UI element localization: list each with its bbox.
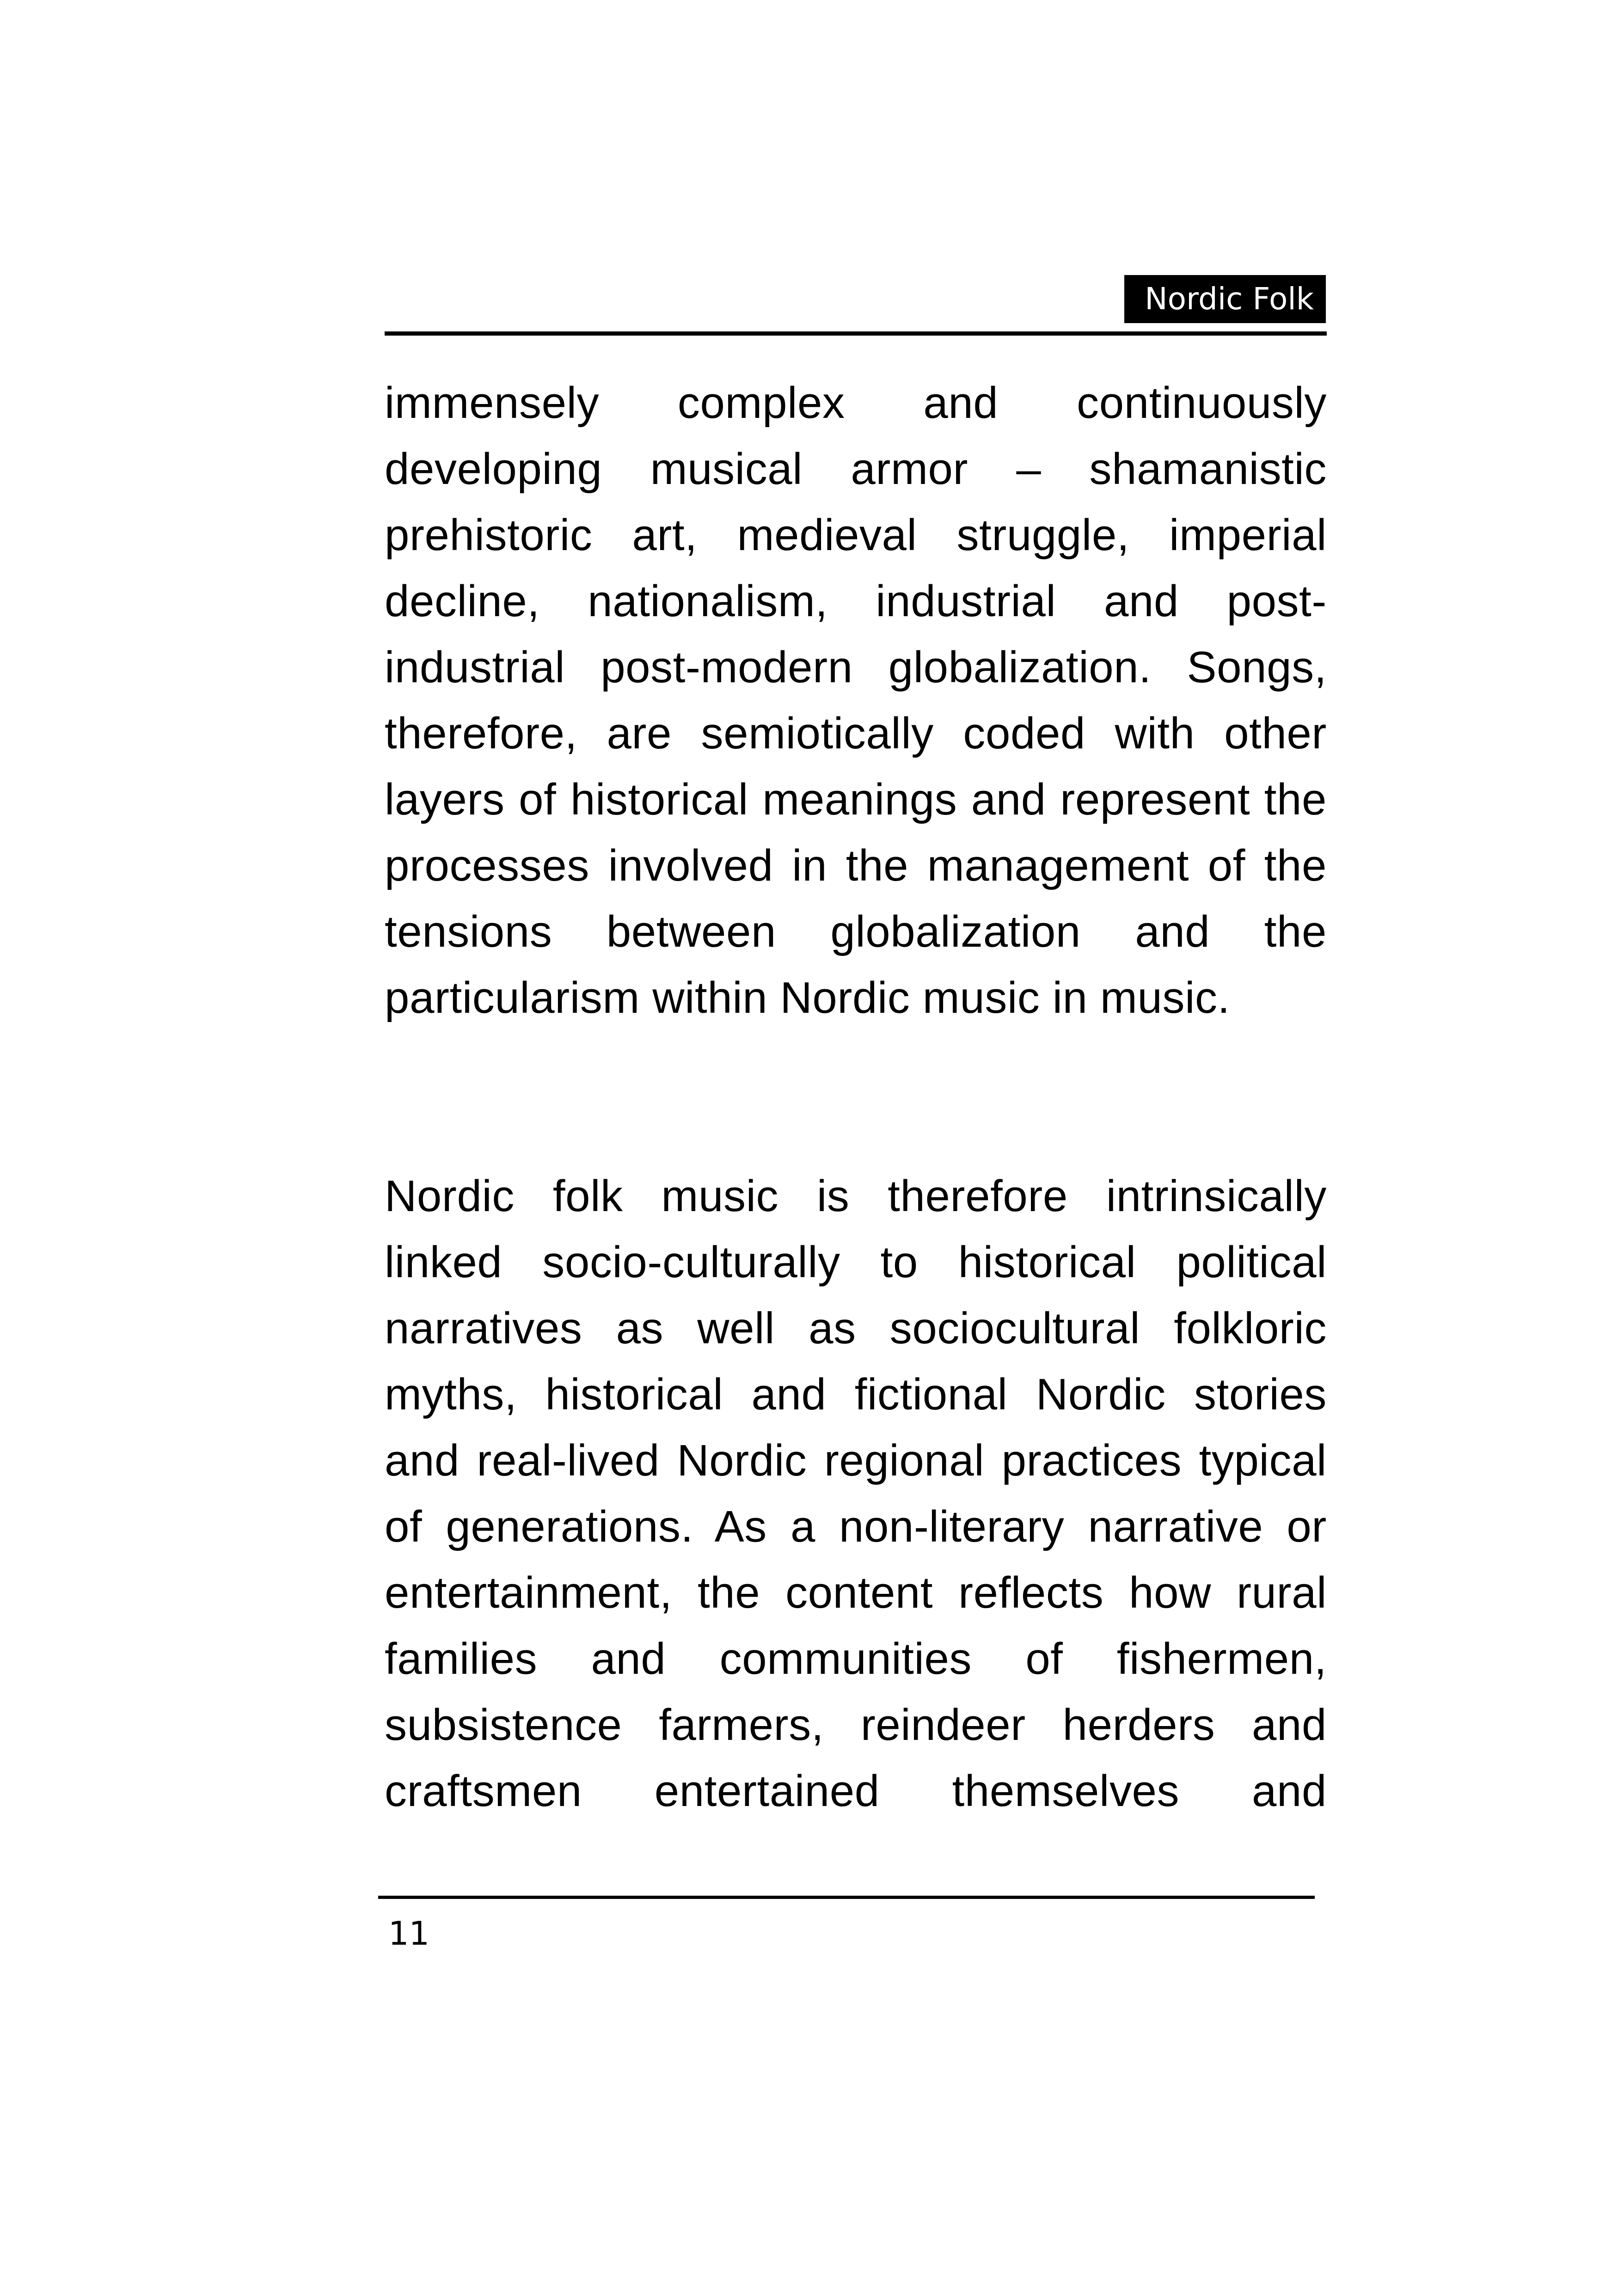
running-header-title: Nordic Folk	[1124, 275, 1326, 323]
body-text	[385, 370, 1327, 1824]
paragraph-1: immensely complex and continuously developing musical armor – shamanistic prehistoric art, medieval struggle, imperial decline, nationalism, industrial and post-industrial post-modern globalization. Songs, therefore, are semiotically coded with other layers of historical meanings and represent the processes involved in the management of the tensions between globalization and the particularism within Nordic music in music.	[385, 378, 1327, 1022]
paragraph-2: Nordic folk music is therefore intrinsically linked socio-culturally to historical political narratives as well as sociocultural folkloric myths, historical and fictional Nordic stories and real-lived Nordic regional practices typical of generations. As a non-literary narrative or entertainment, the content reflects how rural families and communities of fishermen, subsistence farmers, reindeer herders and craftsmen entertained themselves and	[385, 1171, 1327, 1816]
page-number: 11	[388, 1915, 430, 1953]
paragraph-2-container	[385, 1163, 1327, 1824]
footer-divider	[378, 1896, 1315, 1899]
header-divider	[385, 331, 1327, 336]
